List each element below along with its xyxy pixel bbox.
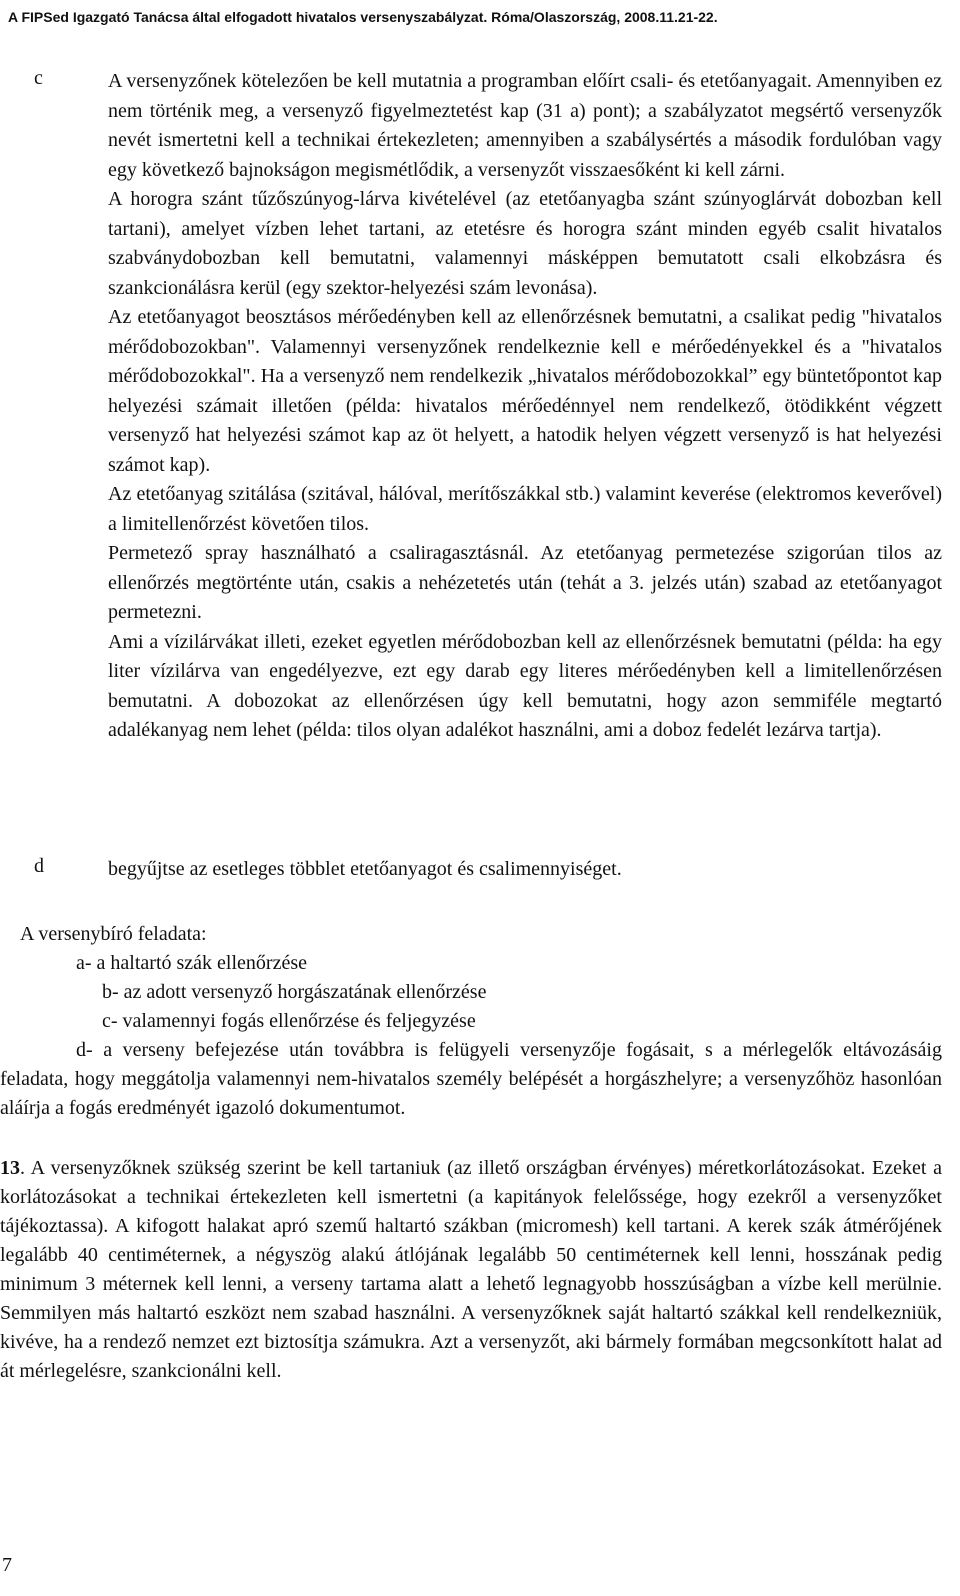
section-13-text: . A versenyzőknek szükség szerint be kell tartaniuk (az illető országban érvényes) méretkorlátozásokat. Ezeket a korlátozásokat a technikai értekezleten kell ismertetni (a kapitányok felelőssége, hogy ezekről a versenyzőket tájékoztassa). A kifogott halakat apró szemű haltartó szákban (micromesh) kell tartani. A kerek szák átmérőjének legalább 40 centiméternek, a négyszög alakú átlójának legalább 50 centiméternek kell lenni, hosszának pedig minimum 3 méternek kell lenni, a verseny tartama alatt a lehető legnagyobb hosszúságban a vízbe kell merülnie. Semmilyen más haltartó eszközt nem szabad használni. A versenyzőknek saját haltartó szákkal kell rendelkezniük, kivéve, ha a rendező nemzet ezt biztosítja számukra. Azt a versenyzőt, aki bármely formában megcsonkított halat ad át mérlegelésre, szankcionálni kell. xyxy=(0,1157,942,1382)
item-c-paragraph: Az etetőanyagot beosztásos mérőedényben kell az ellenőrzésnek bemutatni, a csalikat pedig "hivatalos mérődobozokban". Valamennyi versenyzőnek rendelkeznie kell e mérőedényekkel és a "hivatalos mérődobozokkal". Ha a versenyző nem rendelkezik „hivatalos mérődobozokkal” egy büntetőpontot kap helyezési számait illetően (példa: hivatalos mérőedénnyel nem rendelkező, ötödikként végzett versenyző hat helyezési számot kap az öt helyett, a hatodik helyen végzett versenyző is hat helyezési számot kap). xyxy=(108,306,942,476)
judge-duty-c: c- valamennyi fogás ellenőrzése és feljegyzése xyxy=(102,1010,476,1032)
item-c-paragraph: Permetező spray használható a csaliragasztásnál. Az etetőanyag permetezése szigorúan tilos az ellenőrzés megtörténte után, csakis a nehézetetés után (tehát a 3. jelzés után) szabad az etetőanyagot permetezni. xyxy=(108,542,942,623)
page-number: 7 xyxy=(2,1554,12,1576)
item-c-paragraph: Ami a vízilárvákat illeti, ezeket egyetlen mérődobozban kell az ellenőrzésnek bemutatni (példa: ha egy liter vízilárva van engedélyezve, ezt egy darab egy literes mérőedényben kell a limitellenőrzésen bemutatni. A dobozokat az ellenőrzésen úgy kell bemutatni, hogy azon semmiféle megtartó adalékanyag nem lehet (példa: tilos olyan adalékot használni, ami a doboz fedelét lezárva tartja). xyxy=(108,630,942,741)
item-c-paragraph: A versenyzőnek kötelezően be kell mutatnia a programban előírt csali- és etetőanyagait. Amennyiben ez nem történik meg, a versenyző figyelmeztetést kap (31 a) pont); a szabályzatot megsértő versenyzők nevét ismertetni kell a technikai értekezleten; amennyiben a szabálysértés a második fordulóban vagy egy következő bajnokságon megismétlődik, a versenyzőt visszaesőként ki kell zárni. xyxy=(108,70,942,181)
judge-duty-b: b- az adott versenyző horgászatának ellenőrzése xyxy=(102,981,487,1003)
page-header: A FIPSed Igazgató Tanácsa által elfogadott hivatalos versenyszabályzat. Róma/Olaszország, 2008.11.21-22. xyxy=(8,9,718,25)
item-d-marker: d xyxy=(34,855,44,877)
section-13 xyxy=(0,1154,942,1386)
judge-duty-a: a- a haltartó szák ellenőrzése xyxy=(76,952,307,974)
item-c-marker: c xyxy=(34,67,43,89)
item-c-paragraph: A horogra szánt tűzőszúnyog-lárva kivételével (az etetőanyagba szánt szúnyoglárvát dobozban kell tartani), amelyet vízben lehet tartani, az etetésre és horogra szánt minden egyéb csalit hivatalos szabványdobozban kell bemutatni, valamennyi másképpen bemutatott csali elkobzásra és szankcionálásra kerül (egy szektor-helyezési szám levonása). xyxy=(108,188,942,299)
judge-duty-d: d- a verseny befejezése után továbbra is felügyeli versenyzője fogásait, s a mérlegelők eltávozásáig feladata, hogy meggátolja valamennyi nem-hivatalos személy belépését a horgászhelyre; a versenyzőhöz hasonlóan aláírja a fogás eredményét igazoló dokumentumot. xyxy=(0,1039,942,1119)
section-13-number: 13 xyxy=(0,1157,20,1179)
item-d-text: begyűjtse az esetleges többlet etetőanyagot és csalimennyiséget. xyxy=(108,858,622,880)
item-c-paragraph: Az etetőanyag szitálása (szitával, hálóval, merítőszákkal stb.) valamint keverése (elektromos keverővel) a limitellenőrzést követően tilos. xyxy=(108,483,942,535)
judge-duties-title: A versenybíró feladata: xyxy=(20,923,207,945)
item-c-body xyxy=(108,67,942,746)
